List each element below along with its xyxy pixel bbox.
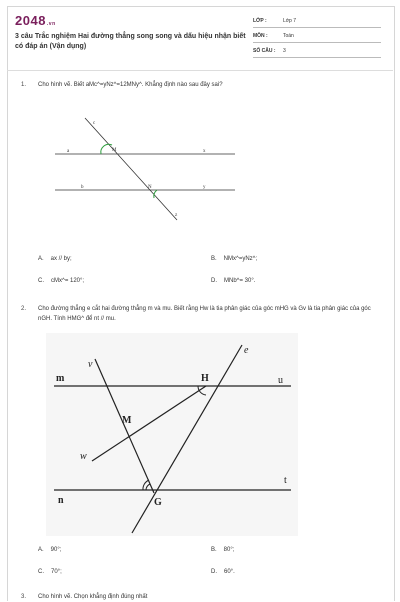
document-title: 3 câu Trắc nghiệm Hai đường thẳng song song và dấu hiệu nhận biết có đáp án (Vận dụng) — [15, 33, 246, 50]
label-N: N — [148, 185, 152, 190]
question-2-option-c[interactable] — [38, 569, 62, 575]
meta-value: 3 — [283, 48, 286, 54]
option-text: 70°; — [51, 569, 62, 575]
label-v: v — [88, 359, 93, 370]
question-2-option-d[interactable] — [211, 569, 235, 575]
option-letter: B. — [211, 547, 217, 553]
question-1-number: 1. — [21, 82, 27, 88]
meta-row-class — [253, 15, 381, 28]
meta-value: Lớp 7 — [283, 18, 297, 24]
option-letter: A. — [38, 547, 44, 553]
option-text: NMx^=yNz^; — [223, 256, 258, 262]
question-3-text: Cho hình vẽ. Chọn khẳng định đúng nhất — [38, 594, 148, 600]
label-G: G — [154, 497, 162, 508]
label-a: a — [67, 149, 70, 154]
option-letter: D. — [211, 569, 217, 575]
question-3-number: 3. — [21, 594, 27, 600]
logo-text: 2048 — [15, 13, 46, 28]
logo-suffix: .vn — [46, 21, 56, 27]
option-text: 60°. — [224, 569, 235, 575]
meta-value: Toán — [283, 33, 294, 39]
option-letter: D. — [211, 278, 217, 284]
question-2-option-a[interactable] — [38, 547, 61, 553]
label-u: u — [278, 375, 283, 386]
question-2-number: 2. — [21, 306, 27, 312]
meta-key: LỚP : — [253, 18, 267, 24]
label-e: e — [244, 345, 249, 356]
option-text: MNb^= 30°. — [224, 278, 256, 284]
question-2-option-b[interactable] — [211, 547, 234, 553]
question-1-figure — [55, 110, 245, 230]
site-logo[interactable] — [15, 13, 56, 28]
option-letter: C. — [38, 569, 44, 575]
question-1-option-c[interactable] — [38, 278, 84, 284]
meta-row-subject — [253, 30, 381, 43]
question-1-text: Cho hình vẽ. Biết aMc^=yNz^=12MNy^. Khẳng định nào sau đây sai? — [38, 82, 223, 88]
label-n: n — [58, 495, 64, 506]
question-1-option-a[interactable] — [38, 256, 72, 262]
label-M2: M — [122, 415, 132, 426]
question-2-text: Cho đường thẳng e cắt hai đường thẳng m và mu. Biết rằng Hw là tia phân giác của góc mHG và Gv là tia phân giác của góc nGH. Tính HMG^ để nt // mu. — [38, 306, 371, 322]
option-letter: C. — [38, 278, 44, 284]
label-M: M — [112, 148, 117, 153]
label-y: y — [203, 185, 206, 190]
meta-key: MÔN : — [253, 33, 268, 39]
meta-box — [253, 15, 381, 60]
meta-row-count — [253, 45, 381, 58]
label-m: m — [56, 373, 65, 384]
header-divider — [7, 70, 393, 71]
question-2-figure — [46, 333, 298, 536]
option-letter: A. — [38, 256, 44, 262]
option-text: 80°; — [223, 547, 235, 553]
option-text: cMx^= 120°; — [51, 278, 85, 284]
label-x: x — [203, 149, 206, 154]
question-1-option-d[interactable] — [211, 278, 255, 284]
label-c: c — [93, 121, 96, 126]
label-t: t — [284, 475, 287, 486]
question-1-option-b[interactable] — [211, 256, 257, 262]
label-w: w — [80, 451, 87, 462]
option-text: ax // by; — [50, 256, 72, 262]
meta-key: SỐ CÂU : — [253, 48, 276, 54]
option-letter: B. — [211, 256, 217, 262]
label-z: z — [175, 213, 178, 218]
option-text: 90°; — [50, 547, 62, 553]
label-b: b — [81, 185, 84, 190]
label-H: H — [201, 373, 209, 384]
